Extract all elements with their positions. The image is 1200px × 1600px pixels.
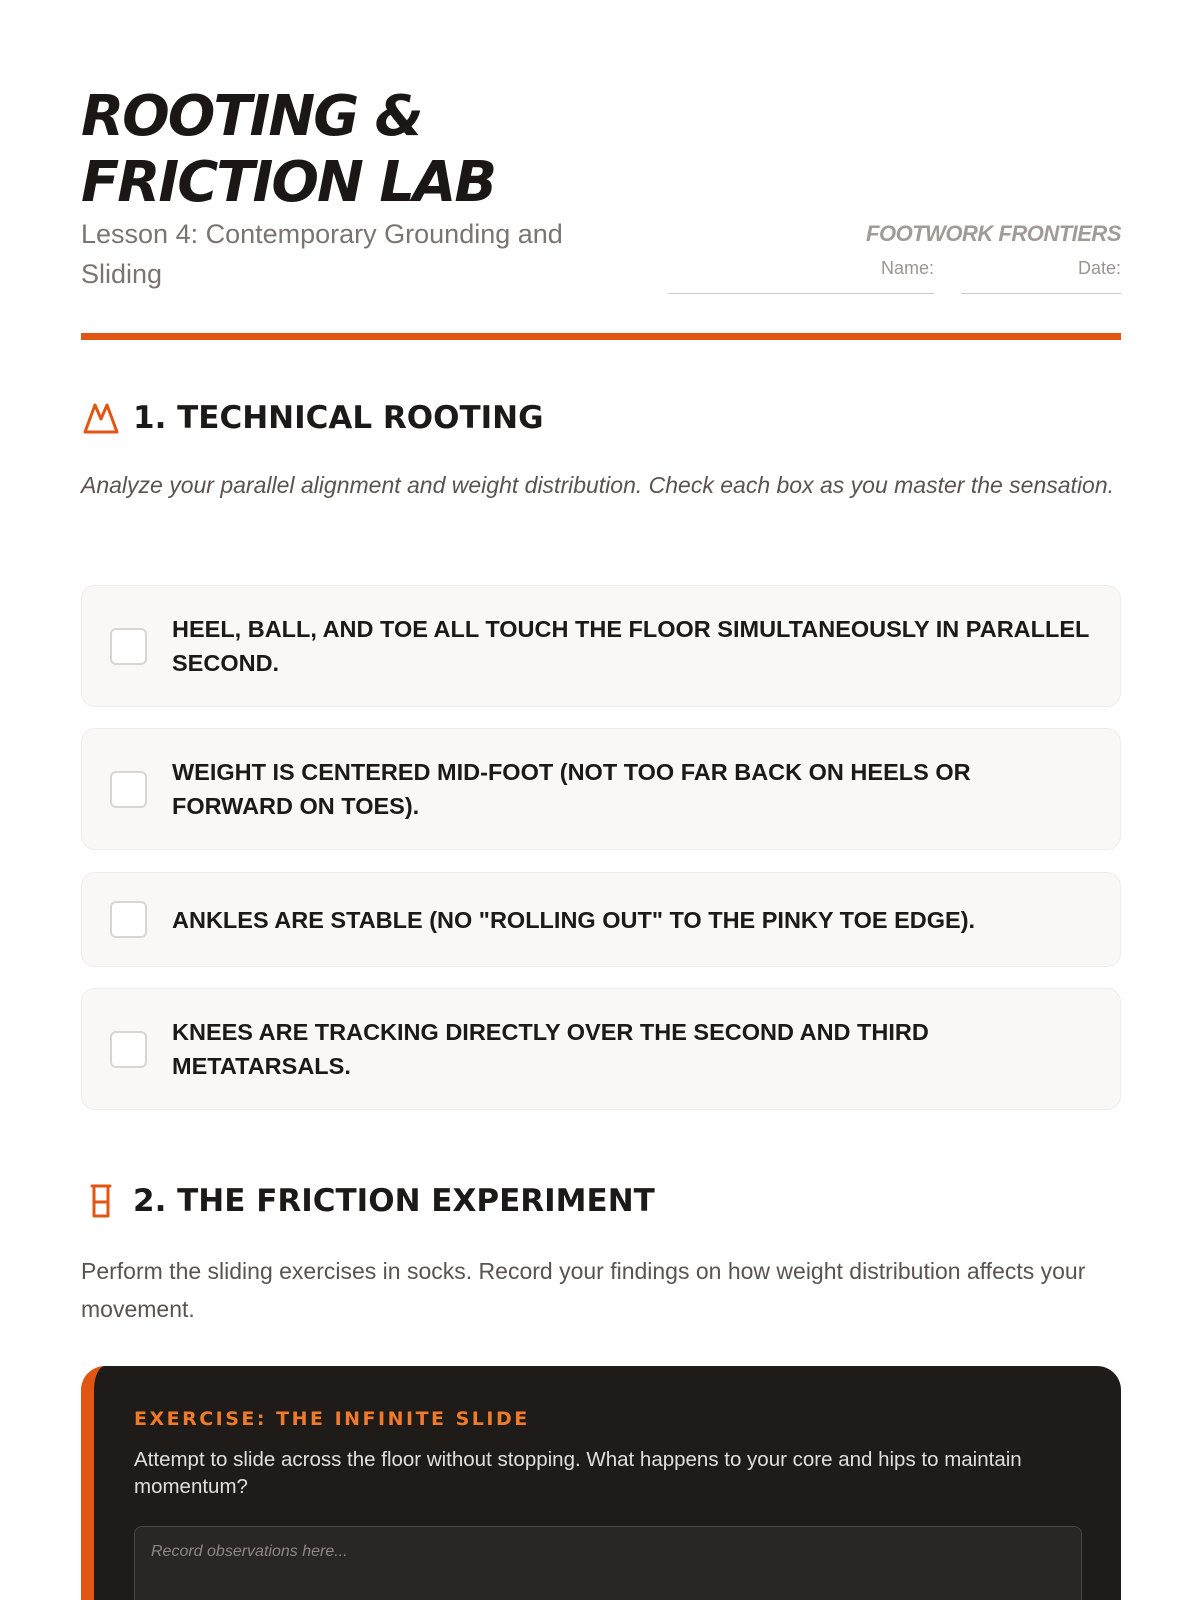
observations-input[interactable]: [134, 1526, 1082, 1600]
checklist-item-label: HEEL, BALL, AND TOE ALL TOUCH THE FLOOR SIMULTANEOUSLY IN PARALLEL SECOND.: [172, 616, 1089, 676]
checklist-item-label: ANKLES ARE STABLE (NO "ROLLING OUT" TO THE PINKY TOE EDGE).: [172, 906, 976, 933]
name-label: Name:: [880, 258, 934, 278]
checklist-item-label: WEIGHT IS CENTERED MID-FOOT (NOT TOO FAR BACK ON HEELS OR FORWARD ON TOES).: [172, 759, 971, 819]
section-friction-experiment-heading: [81, 1181, 655, 1221]
checkbox[interactable]: [110, 628, 147, 665]
header-divider: [81, 333, 1121, 340]
checkbox[interactable]: [110, 901, 147, 938]
checklist-item-label: KNEES ARE TRACKING DIRECTLY OVER THE SECOND AND THIRD METATARSALS.: [172, 1019, 929, 1079]
checklist-item[interactable]: [81, 872, 1121, 967]
date-label: Date:: [1077, 258, 1121, 278]
brand-name: FOOTWORK FRONTIERS: [866, 221, 1121, 246]
worksheet-page: [81, 0, 1121, 1600]
section-2-intro: Perform the sliding exercises in socks. Record your findings on how weight distribution affects your movement.: [81, 1258, 1086, 1322]
beaker-icon: [81, 1181, 121, 1221]
date-field[interactable]: [961, 258, 1121, 294]
checkbox[interactable]: [110, 1031, 147, 1068]
title-line-2: FRICTION LAB: [81, 150, 496, 215]
checkbox[interactable]: [110, 771, 147, 808]
checklist-item[interactable]: [81, 988, 1121, 1110]
section-2-title: 2. THE FRICTION EXPERIMENT: [133, 1183, 655, 1219]
mountain-icon: [81, 398, 121, 438]
checklist-item[interactable]: [81, 585, 1121, 707]
exercise-title: EXERCISE: THE INFINITE SLIDE: [134, 1408, 530, 1430]
page-title: [81, 84, 721, 216]
exercise-card: [81, 1366, 1121, 1600]
name-field[interactable]: [668, 258, 934, 294]
checklist-item[interactable]: [81, 728, 1121, 850]
exercise-description: Attempt to slide across the floor without stopping. What happens to your core and hips to maintain momentum?: [134, 1448, 1022, 1498]
section-1-title: 1. TECHNICAL ROOTING: [133, 400, 544, 436]
section-1-intro: Analyze your parallel alignment and weight distribution. Check each box as you master the sensation.: [81, 472, 1115, 498]
lesson-subtitle: Lesson 4: Contemporary Grounding and Sliding: [81, 219, 563, 289]
section-technical-rooting-heading: [81, 398, 544, 438]
title-line-1: ROOTING &: [81, 84, 422, 149]
